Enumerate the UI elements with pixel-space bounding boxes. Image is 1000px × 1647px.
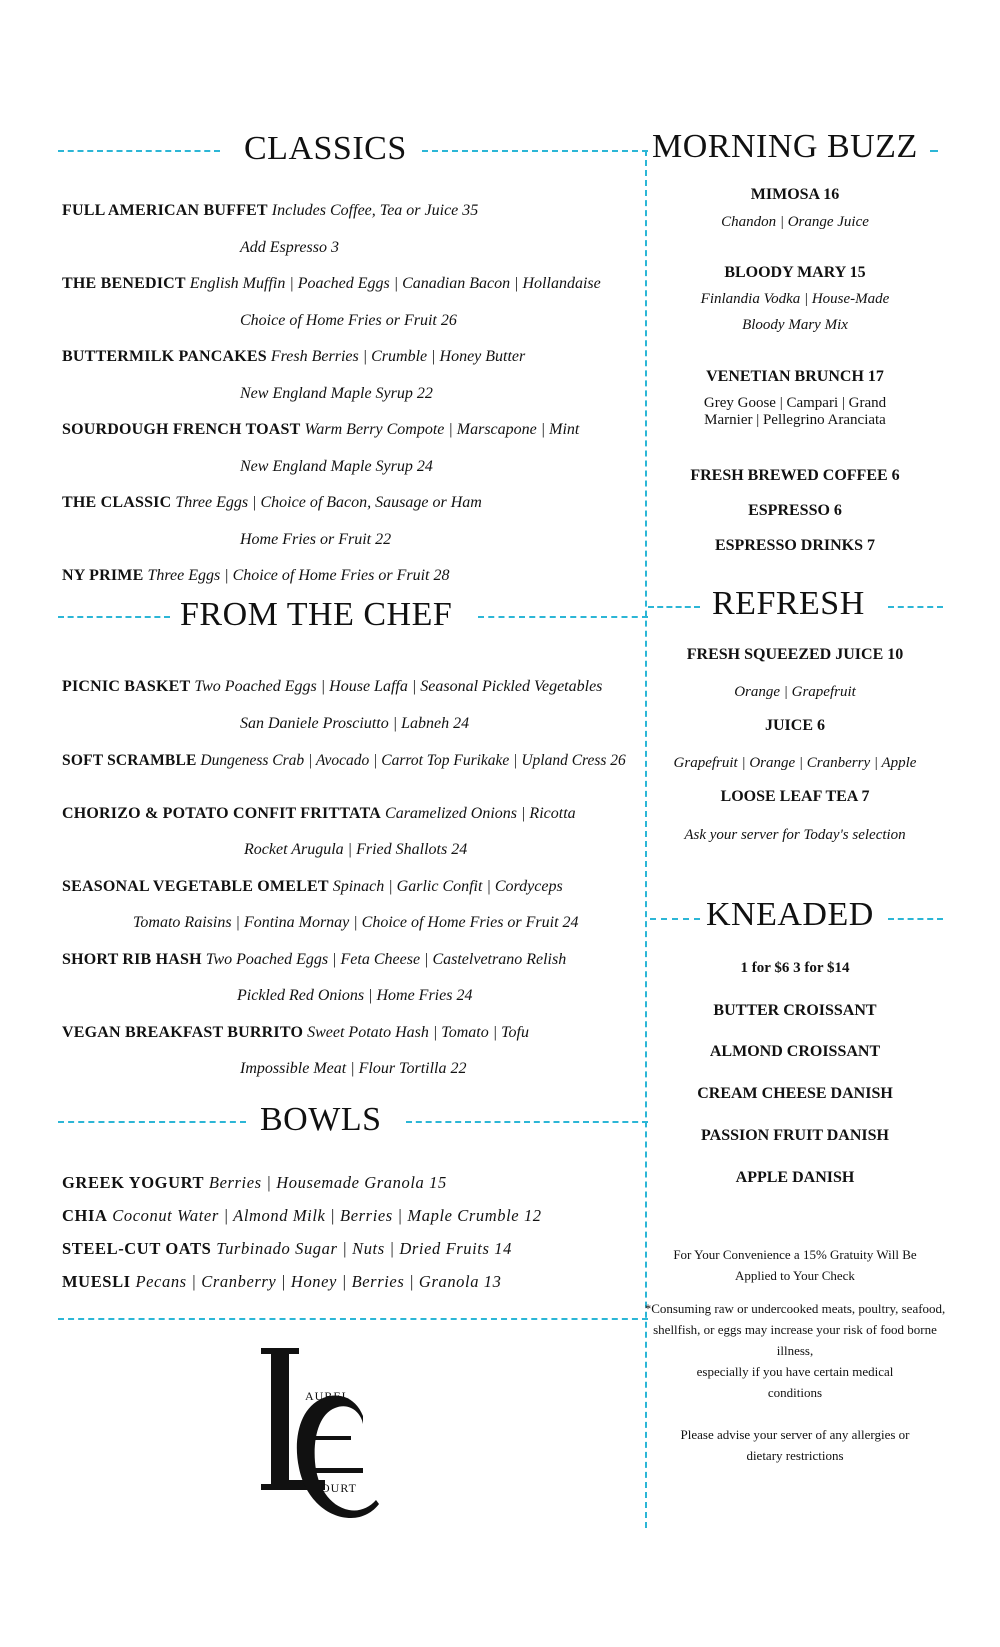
drink-bloody-desc-2: Bloody Mary Mix [742, 317, 848, 333]
bowls-rule-right [406, 1121, 648, 1123]
item-continuation: San Daniele Prosciutto | Labneh 24 [240, 715, 470, 732]
drink-venetian-desc-2: Marnier | Pellegrino Aranciata [704, 412, 886, 428]
classics-heading: CLASSICS [244, 130, 407, 167]
kneaded-rule-left [650, 918, 700, 920]
drink-juice-desc: Grapefruit | Orange | Cranberry | Apple [673, 755, 917, 771]
item-name: CHIA [62, 1206, 108, 1225]
drink-espresso-drinks: ESPRESSO DRINKS 7 [714, 537, 876, 554]
item-name: SOURDOUGH FRENCH TOAST [62, 421, 301, 438]
consumption-warning: *Consuming raw or undercooked meats, poultry, seafood, shellfish, or eggs may increase your risk of food borne illness, [644, 1301, 946, 1358]
pastry-item: BUTTER CROISSANT [713, 1002, 877, 1019]
pastry-item: PASSION FRUIT DANISH [701, 1127, 889, 1144]
drink-juice: JUICE 6 [764, 717, 825, 734]
medical-note: especially if you have certain medical conditions [696, 1364, 894, 1400]
kneaded-heading: KNEADED [706, 896, 874, 933]
item-description: Spinach | Garlic Confit | Cordyceps [332, 878, 563, 895]
pastry-item: ALMOND CROISSANT [709, 1043, 881, 1060]
item-description: Two Poached Eggs | House Laffa | Seasonal Pickled Vegetables [194, 678, 603, 695]
drink-espresso: ESPRESSO 6 [748, 502, 842, 519]
item-name: NY PRIME [62, 567, 144, 584]
item-description: Sweet Potato Hash | Tomato | Tofu [307, 1024, 529, 1041]
item-continuation: Rocket Arugula | Fried Shallots 24 [244, 841, 468, 858]
drink-bloody-desc-1: Finlandia Vodka | House-Made [700, 291, 890, 307]
item-description: Includes Coffee, Tea or Juice 35 [271, 202, 479, 219]
logo-text-ourt: OURT [321, 1481, 357, 1495]
gratuity-note: For Your Convenience a 15% Gratuity Will Be Applied to Your Check [673, 1247, 917, 1283]
drink-tea: LOOSE LEAF TEA 7 [720, 788, 870, 805]
bowls-rule-left [58, 1121, 246, 1123]
item-name: PICNIC BASKET [62, 678, 191, 695]
menu-item [62, 275, 601, 293]
item-continuation: Add Espresso 3 [240, 239, 339, 256]
menu-item [62, 1272, 501, 1292]
menu-item [62, 878, 563, 896]
pastry-item: CREAM CHEESE DANISH [697, 1085, 893, 1102]
menu-item [62, 421, 579, 439]
drink-fresh-juice-desc: Orange | Grapefruit [734, 684, 856, 700]
drink-venetian: VENETIAN BRUNCH 17 [706, 368, 884, 385]
menu-item [62, 951, 566, 969]
item-name: SHORT RIB HASH [62, 951, 202, 968]
item-continuation: Impossible Meat | Flour Tortilla 22 [240, 1060, 467, 1077]
item-description: Dungeness Crab | Avocado | Carrot Top Furikake | Upland Cress 26 [200, 752, 626, 769]
item-continuation: Home Fries or Fruit 22 [240, 531, 392, 548]
menu-item [62, 567, 449, 585]
menu-item [62, 752, 626, 770]
item-description: English Muffin | Poached Eggs | Canadian Bacon | Hollandaise [189, 275, 601, 292]
item-description: Pecans | Cranberry | Honey | Berries | Granola 13 [135, 1272, 502, 1291]
chef-heading: FROM THE CHEF [180, 596, 453, 633]
item-name: BUTTERMILK PANCAKES [62, 348, 267, 365]
item-description: Coconut Water | Almond Milk | Berries | Maple Crumble 12 [112, 1206, 542, 1225]
drink-mimosa-desc: Chandon | Orange Juice [721, 214, 869, 230]
menu-item [62, 202, 478, 220]
menu-item [62, 348, 525, 366]
item-name: CHORIZO & POTATO CONFIT FRITTATA [62, 805, 382, 822]
item-description: Berries | Housemade Granola 15 [208, 1173, 447, 1192]
bowls-bottom-rule [58, 1318, 648, 1320]
item-name: MUESLI [62, 1272, 131, 1291]
drink-fresh-juice: FRESH SQUEEZED JUICE 10 [686, 646, 904, 663]
item-description: Two Poached Eggs | Feta Cheese | Castelvetrano Relish [205, 951, 567, 968]
pastry-item: APPLE DANISH [735, 1169, 855, 1186]
drink-bloody-mary: BLOODY MARY 15 [724, 264, 866, 281]
refresh-rule-right [888, 606, 943, 608]
item-continuation: New England Maple Syrup 24 [240, 458, 433, 475]
kneaded-rule-right [888, 918, 943, 920]
classics-rule-right [422, 150, 648, 152]
menu-item [62, 678, 602, 696]
refresh-rule-left [648, 606, 700, 608]
item-name: VEGAN BREAKFAST BURRITO [62, 1024, 304, 1041]
item-name: THE CLASSIC [62, 494, 172, 511]
drink-mimosa: MIMOSA 16 [750, 186, 840, 203]
item-continuation: Pickled Red Onions | Home Fries 24 [237, 987, 473, 1004]
drink-venetian-desc-1: Grey Goose | Campari | Grand [703, 395, 887, 411]
item-description: Three Eggs | Choice of Bacon, Sausage or Ham [175, 494, 482, 511]
item-description: Three Eggs | Choice of Home Fries or Fruit 28 [147, 567, 450, 584]
drink-tea-desc: Ask your server for Today's selection [684, 827, 906, 843]
refresh-heading: REFRESH [712, 585, 865, 622]
drink-coffee: FRESH BREWED COFFEE 6 [690, 467, 900, 484]
menu-item [62, 494, 482, 512]
item-description: Fresh Berries | Crumble | Honey Butter [270, 348, 526, 365]
menu-item [62, 805, 576, 823]
logo-text-aurel: AUREL [305, 1389, 350, 1403]
item-name: FULL AMERICAN BUFFET [62, 202, 268, 219]
buzz-rule-right [930, 150, 938, 152]
menu-item [62, 1239, 512, 1259]
kneaded-pricing: 1 for $6 3 for $14 [740, 960, 850, 976]
item-continuation: Tomato Raisins | Fontina Mornay | Choice of Home Fries or Fruit 24 [133, 914, 579, 931]
menu-item [62, 1024, 529, 1042]
allergy-note: Please advise your server of any allergies or dietary restrictions [680, 1427, 910, 1463]
item-name: THE BENEDICT [62, 275, 186, 292]
item-continuation: New England Maple Syrup 22 [240, 385, 433, 402]
item-name: GREEK YOGURT [62, 1173, 205, 1192]
buzz-heading: MORNING BUZZ [652, 128, 918, 165]
item-name: SOFT SCRAMBLE [62, 752, 197, 769]
item-description: Caramelized Onions | Ricotta [385, 805, 576, 822]
chef-rule-right [478, 616, 648, 618]
item-description: Turbinado Sugar | Nuts | Dried Fruits 14 [216, 1239, 512, 1258]
classics-rule-left [58, 150, 220, 152]
laurel-court-logo [255, 1340, 385, 1535]
chef-rule-left [58, 616, 170, 618]
item-name: STEEL-CUT OATS [62, 1239, 212, 1258]
item-description: Warm Berry Compote | Marscapone | Mint [304, 421, 580, 438]
menu-item [62, 1173, 447, 1193]
menu-item [62, 1206, 542, 1226]
bowls-heading: BOWLS [260, 1101, 382, 1138]
item-name: SEASONAL VEGETABLE OMELET [62, 878, 329, 895]
item-continuation: Choice of Home Fries or Fruit 26 [240, 312, 457, 329]
